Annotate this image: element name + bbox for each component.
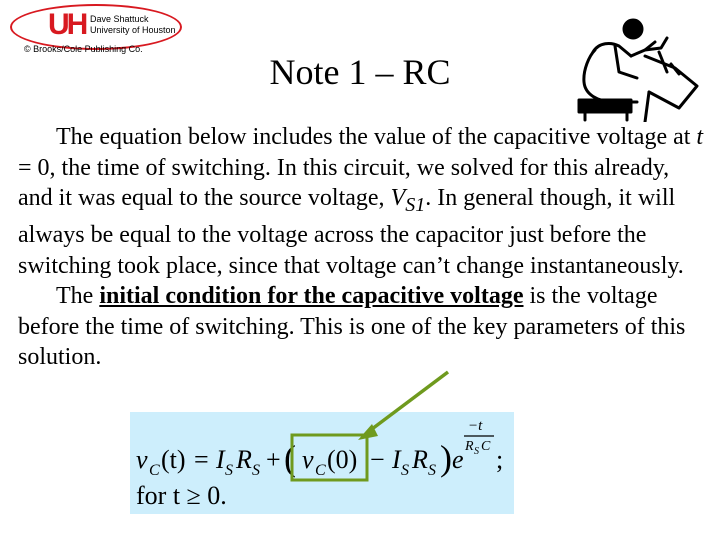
formula-box bbox=[130, 412, 514, 514]
f-zero: (0) bbox=[327, 445, 358, 474]
f-v: v bbox=[136, 445, 148, 474]
paragraph-1 bbox=[18, 122, 708, 281]
p1-t-variable: t bbox=[696, 124, 704, 150]
p2-text-a: The bbox=[56, 283, 100, 310]
f-i2: I bbox=[392, 445, 401, 474]
f-r2-sub: S bbox=[428, 462, 436, 479]
f-targ: (t) bbox=[161, 445, 186, 474]
f-r-sub: S bbox=[252, 462, 260, 479]
p2-text-b: is the voltage before the time of switching. This is one of the key parameters of this solution. bbox=[18, 283, 686, 371]
body-text bbox=[18, 122, 708, 373]
logo-author: Dave Shattuck bbox=[90, 14, 149, 24]
p1-text-a: The equation below includes the value of the capacitive voltage at bbox=[56, 124, 697, 150]
f-exp-num: −t bbox=[468, 418, 483, 434]
f-minus: − bbox=[370, 445, 385, 474]
f-rparen: ) bbox=[440, 438, 452, 478]
p1-text-c: . In general though, it will always be equal to the voltage across the capacitor just before the switching took place, since that voltage can’t change instantaneously. bbox=[18, 185, 684, 279]
paragraph-2 bbox=[18, 281, 708, 373]
logo-copyright: © Brooks/Cole Publishing Co. bbox=[24, 44, 143, 54]
f-exp-c: C bbox=[481, 439, 491, 454]
initial-condition-term: initial condition for the capacitive voltage bbox=[99, 283, 524, 310]
f-i: I bbox=[216, 445, 225, 474]
f-lparen: ( bbox=[284, 438, 296, 478]
person-at-desk-clipart-icon bbox=[575, 12, 700, 122]
logo-institution: University of Houston bbox=[90, 25, 176, 35]
p1-text-b: = 0, the time of switching. In this circuit, we solved for this already, and it was equal to the source voltage, bbox=[18, 154, 670, 211]
logo-mark: UH bbox=[48, 8, 86, 41]
p1-v-subscript: S1 bbox=[405, 193, 426, 216]
f-i-sub: S bbox=[225, 462, 233, 479]
p1-v-variable: V bbox=[390, 185, 406, 211]
f-eq: = bbox=[194, 445, 209, 474]
f-semicolon: ; bbox=[496, 445, 504, 474]
f-i2-sub: S bbox=[401, 462, 409, 479]
page-title: Note 1 – RC bbox=[269, 52, 451, 92]
f-v0-sub: C bbox=[315, 462, 326, 479]
f-e: e bbox=[452, 445, 464, 474]
f-exp-r: R bbox=[465, 439, 474, 454]
f-plus: + bbox=[266, 445, 281, 474]
formula-svg bbox=[130, 412, 514, 514]
f-r: R bbox=[236, 445, 252, 474]
f-r2: R bbox=[412, 445, 428, 474]
f-v-sub: C bbox=[149, 462, 160, 479]
university-logo-icon bbox=[10, 4, 185, 56]
f-line2: for t ≥ 0. bbox=[136, 481, 227, 510]
f-v0: v bbox=[302, 445, 314, 474]
f-exp-r-sub: S bbox=[474, 446, 479, 457]
